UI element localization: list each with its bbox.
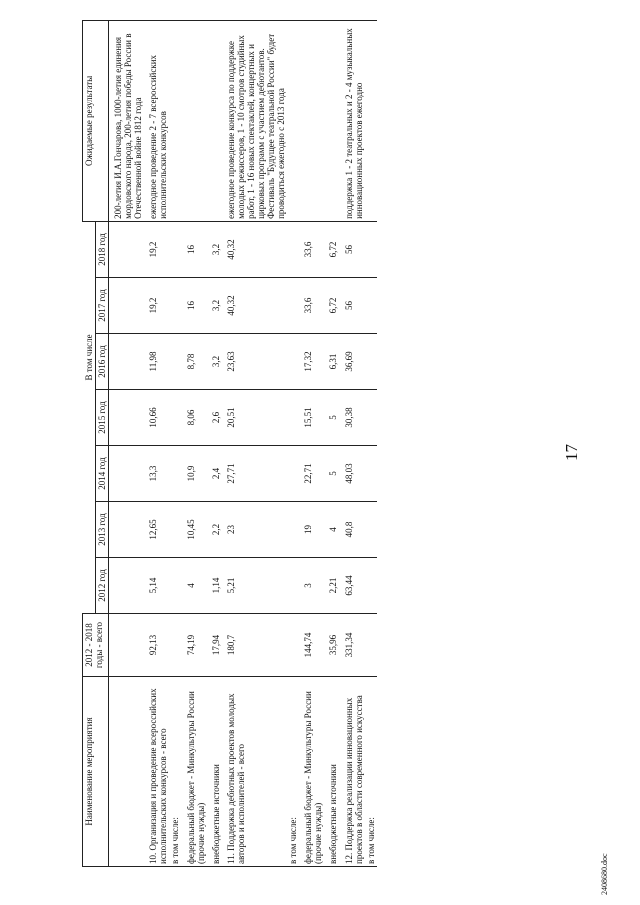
table-row <box>207 20 222 866</box>
year-value-cell <box>169 334 181 390</box>
year-value-cell <box>109 334 145 390</box>
doc-code: 2408680.doc <box>600 853 609 895</box>
header-incl: В том числе <box>83 334 94 381</box>
total-cell <box>287 614 299 677</box>
header-year: 2012 год <box>96 558 109 614</box>
year-value-cell: 22,71 <box>299 446 324 502</box>
year-value-cell <box>287 390 299 446</box>
year-value-cell: 11,98 <box>144 334 169 390</box>
measure-name-cell: 10. Организация и проведение всероссийских исполнительских конкурсов - всего <box>144 677 169 867</box>
year-value-cell: 8,06 <box>182 390 207 446</box>
result-cell <box>365 20 377 221</box>
result-cell <box>324 20 339 221</box>
result-cell <box>169 20 181 221</box>
year-value-cell: 5 <box>324 446 339 502</box>
year-value-cell <box>109 221 145 277</box>
result-cell <box>207 20 222 221</box>
total-cell <box>365 614 377 677</box>
measure-name-cell: внебюджетные источники <box>207 677 222 867</box>
year-value-cell: 56 <box>340 278 365 334</box>
result-cell <box>287 20 299 221</box>
year-value-cell: 2,2 <box>207 502 222 558</box>
year-value-cell: 5,14 <box>144 558 169 614</box>
year-value-cell: 13,3 <box>144 446 169 502</box>
table-row <box>299 20 324 866</box>
subheading-cell: в том числе: <box>365 677 377 867</box>
year-value-cell: 3,2 <box>207 278 222 334</box>
year-value-cell: 6,72 <box>324 278 339 334</box>
total-cell: 92,13 <box>144 614 169 677</box>
year-value-cell: 4 <box>324 502 339 558</box>
header-year: 2013 год <box>96 502 109 558</box>
year-value-cell: 6,31 <box>324 334 339 390</box>
year-value-cell: 33,6 <box>299 221 324 277</box>
year-value-cell <box>365 502 377 558</box>
year-value-cell <box>287 502 299 558</box>
total-cell: 331,34 <box>340 614 365 677</box>
page-number: 17 <box>562 444 581 461</box>
year-value-cell <box>287 221 299 277</box>
year-value-cell <box>287 334 299 390</box>
year-value-cell: 8,78 <box>182 334 207 390</box>
year-value-cell <box>365 558 377 614</box>
year-value-cell: 4 <box>182 558 207 614</box>
year-value-cell <box>109 502 145 558</box>
measure-name-cell: 12. Поддержка реализации инновационных проектов в области современного искусства <box>340 677 365 867</box>
header-year: 2017 год <box>96 278 109 334</box>
table-body <box>109 20 377 866</box>
table-row <box>222 20 287 866</box>
year-value-cell <box>169 221 181 277</box>
year-value-cell: 2,4 <box>207 446 222 502</box>
measure-name-cell: федеральный бюджет - Минкультуры России (прочие нужды) <box>182 677 207 867</box>
year-value-cell: 16 <box>182 221 207 277</box>
year-value-cell <box>109 446 145 502</box>
year-value-cell: 2,6 <box>207 390 222 446</box>
year-value-cell <box>287 446 299 502</box>
total-cell: 17,94 <box>207 614 222 677</box>
result-cell: ежегодное проведение 2 - 7 всероссийских исполнительских конкурсов <box>144 20 169 221</box>
year-value-cell: 6,72 <box>324 221 339 277</box>
year-value-cell <box>287 278 299 334</box>
year-value-cell <box>169 502 181 558</box>
total-cell: 180,7 <box>222 614 287 677</box>
result-cell: 200-летия И.А.Гончарова, 1000-летия единения мордовского народа, 200-летия победы России в Отечественной войне 1812 года <box>109 20 145 221</box>
table-row <box>365 20 377 866</box>
year-value-cell: 10,45 <box>182 502 207 558</box>
table-header <box>83 20 109 866</box>
year-value-cell: 48,03 <box>340 446 365 502</box>
measure-name-cell: федеральный бюджет - Минкультуры России (прочие нужды) <box>299 677 324 867</box>
year-value-cell: 19,2 <box>144 221 169 277</box>
year-value-cell <box>169 558 181 614</box>
header-year: 2018 год <box>96 221 109 277</box>
year-value-cell: 3,2 <box>207 221 222 277</box>
year-value-cell: 40,8 <box>340 502 365 558</box>
table-row <box>287 20 299 866</box>
result-cell: поддержка 1 - 2 театральных и 2 - 4 музыкальных инновационных проектов ежегодно <box>340 20 365 221</box>
total-cell: 74,19 <box>182 614 207 677</box>
measure-name-cell: внебюджетные источники <box>324 677 339 867</box>
year-value-cell <box>365 221 377 277</box>
year-value-cell <box>109 278 145 334</box>
year-value-cell: 3 <box>299 558 324 614</box>
total-cell: 144,74 <box>299 614 324 677</box>
year-value-cell: 19,2 <box>144 278 169 334</box>
year-value-cell: 19 <box>299 502 324 558</box>
year-value-cell: 12,65 <box>144 502 169 558</box>
total-cell <box>169 614 181 677</box>
year-value-cell <box>169 390 181 446</box>
table-row <box>109 20 145 866</box>
year-value-cell: 63,44 <box>340 558 365 614</box>
measure-name-cell: 11. Поддержка дебютных проектов молодых авторов и исполнителей - всего <box>222 677 287 867</box>
total-cell <box>109 614 145 677</box>
result-cell <box>182 20 207 221</box>
total-cell: 35,96 <box>324 614 339 677</box>
year-value-cell: 23 <box>222 502 287 558</box>
header-total-line1: 2012 - 2018 <box>84 623 94 667</box>
year-value-cell: 40,32 <box>222 221 287 277</box>
table-row <box>144 20 169 866</box>
year-value-cell: 27,71 <box>222 446 287 502</box>
year-value-cell <box>169 278 181 334</box>
header-total <box>83 614 109 677</box>
year-value-cell <box>365 334 377 390</box>
table-row <box>169 20 181 866</box>
year-value-cell <box>109 390 145 446</box>
header-results: Ожидаемые результаты <box>83 20 109 221</box>
year-value-cell: 17,32 <box>299 334 324 390</box>
year-value-cell: 3,2 <box>207 334 222 390</box>
subheading-cell: в том числе: <box>287 677 299 867</box>
year-value-cell: 15,51 <box>299 390 324 446</box>
year-value-cell: 10,9 <box>182 446 207 502</box>
year-value-cell: 5 <box>324 390 339 446</box>
year-value-cell: 1,14 <box>207 558 222 614</box>
subheading-cell: в том числе: <box>169 677 181 867</box>
measure-name-cell <box>109 677 145 867</box>
year-value-cell: 56 <box>340 221 365 277</box>
table-row <box>324 20 339 866</box>
measures-table <box>82 20 377 867</box>
year-value-cell <box>109 558 145 614</box>
year-value-cell: 5,21 <box>222 558 287 614</box>
header-year: 2016 год <box>96 334 109 390</box>
result-cell: ежегодное проведение конкурса по поддержке молодых режиссеров, 1 - 10 смотров студийных работ, 1 - 16 новых спектаклей, концертных и цирковых программ с участием дебютантов. Фестиваль "Будущее театральной России" будет проводиться ежегодно с 2013 года <box>222 20 287 221</box>
year-value-cell: 30,38 <box>340 390 365 446</box>
year-value-cell <box>365 446 377 502</box>
table-row <box>340 20 365 866</box>
header-name: Наименование мероприятия <box>83 677 109 867</box>
header-incl-cell <box>83 221 96 613</box>
year-value-cell: 23,63 <box>222 334 287 390</box>
year-value-cell: 10,66 <box>144 390 169 446</box>
year-value-cell <box>287 558 299 614</box>
year-value-cell: 16 <box>182 278 207 334</box>
table-row <box>182 20 207 866</box>
header-year: 2015 год <box>96 390 109 446</box>
header-year: 2014 год <box>96 446 109 502</box>
year-value-cell: 40,32 <box>222 278 287 334</box>
year-value-cell: 2,21 <box>324 558 339 614</box>
year-value-cell: 36,69 <box>340 334 365 390</box>
year-value-cell <box>365 278 377 334</box>
year-value-cell: 33,6 <box>299 278 324 334</box>
year-value-cell <box>169 446 181 502</box>
year-value-cell <box>365 390 377 446</box>
result-cell <box>299 20 324 221</box>
header-total-line2: годы - всего <box>94 621 105 669</box>
year-value-cell: 20,51 <box>222 390 287 446</box>
